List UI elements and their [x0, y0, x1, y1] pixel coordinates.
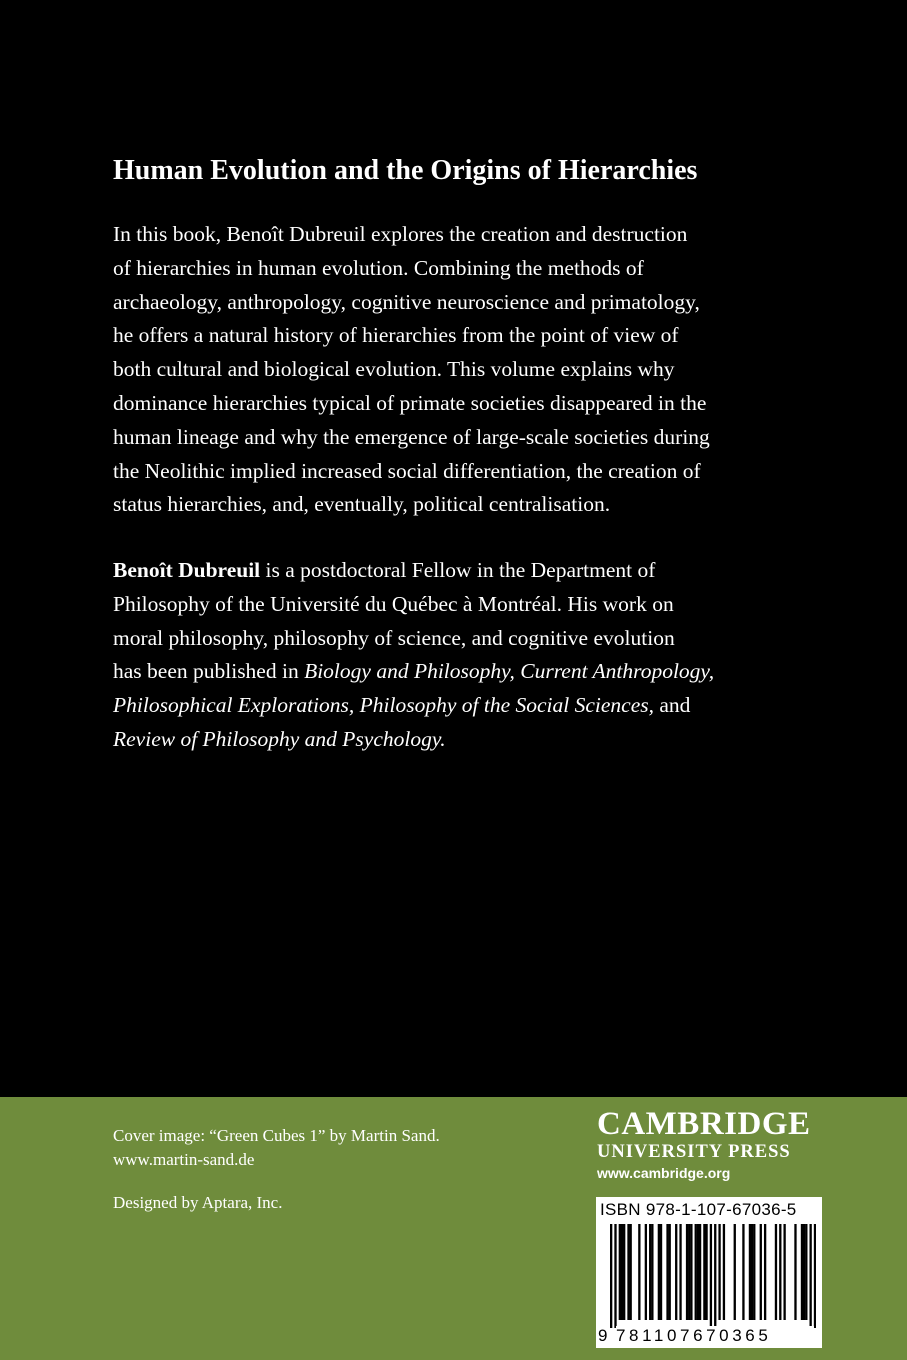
- barcode-bar: [705, 1224, 707, 1320]
- barcode-bar: [666, 1224, 668, 1320]
- barcode-bar: [809, 1224, 811, 1328]
- barcode-bar: [645, 1224, 647, 1320]
- barcode-bar: [794, 1224, 796, 1320]
- barcode-bar: [749, 1224, 751, 1320]
- barcode-bar: [764, 1224, 766, 1320]
- book-description: [113, 218, 813, 522]
- barcode-bar: [734, 1224, 736, 1320]
- description-line: status hierarchies, and, eventually, political centralisation.: [113, 492, 611, 517]
- description-line: dominance hierarchies typical of primate societies disappeared in the: [113, 390, 707, 415]
- barcode-bar: [638, 1224, 640, 1320]
- artist-website: www.martin-sand.de: [113, 1150, 255, 1169]
- barcode-bar: [753, 1224, 755, 1320]
- description-line: archaeology, anthropology, cognitive neuroscience and primatology,: [113, 289, 700, 314]
- barcode-bar: [627, 1224, 629, 1320]
- barcode-bar: [805, 1224, 807, 1320]
- ean-first-digit: 9: [598, 1326, 608, 1345]
- bio-text: has been published in: [113, 659, 305, 684]
- barcode-bar: [623, 1224, 625, 1320]
- description-line: of hierarchies in human evolution. Combining the methods of: [113, 255, 644, 280]
- barcode-bar: [751, 1224, 753, 1320]
- bio-line: [113, 723, 813, 757]
- bio-line: [113, 655, 813, 689]
- barcode-bar: [697, 1224, 699, 1320]
- barcode-bar: [783, 1224, 785, 1320]
- publisher-logo: [597, 1106, 837, 1183]
- journal-titles: Review of Philosophy and Psychology.: [113, 726, 446, 751]
- barcode-bar: [703, 1224, 705, 1320]
- barcode-bar: [779, 1224, 781, 1320]
- ean-digits: 781107670365: [616, 1326, 814, 1346]
- barcode-bar: [669, 1224, 671, 1320]
- publisher-name: CAMBRIDGE: [597, 1106, 811, 1142]
- barcode-bar: [688, 1224, 690, 1320]
- bio-line: [113, 689, 813, 723]
- barcode-bar: [679, 1224, 681, 1320]
- barcode-bar: [651, 1224, 653, 1320]
- bio-line: moral philosophy, philosophy of science, and cognitive evolution: [113, 625, 675, 650]
- barcode-bar: [775, 1224, 777, 1320]
- barcode-bar: [699, 1224, 701, 1320]
- publisher-url: www.cambridge.org: [597, 1165, 731, 1181]
- barcode-bar: [760, 1224, 762, 1320]
- barcode-bar: [718, 1224, 720, 1320]
- designer-credit: Designed by Aptara, Inc.: [113, 1193, 283, 1212]
- description-line: human lineage and why the emergence of large-scale societies during: [113, 424, 710, 449]
- isbn-label: ISBN 978-1-107-67036-5: [600, 1200, 797, 1219]
- barcode-bar: [621, 1224, 623, 1320]
- barcode-bar: [695, 1224, 697, 1320]
- barcode-bar: [610, 1224, 612, 1328]
- barcode-bar: [801, 1224, 803, 1320]
- barcode-bar: [686, 1224, 688, 1320]
- description-line: In this book, Benoît Dubreuil explores the creation and destruction: [113, 222, 688, 246]
- barcode-bar: [619, 1224, 621, 1320]
- barcode-bar: [614, 1224, 616, 1328]
- bio-text: and: [654, 693, 691, 718]
- barcode-bar: [649, 1224, 651, 1320]
- barcode-bar: [675, 1224, 677, 1320]
- barcode-bar: [710, 1224, 712, 1328]
- book-title: Human Evolution and the Origins of Hierarchies: [113, 155, 698, 186]
- author-bio: [113, 554, 813, 757]
- barcode-bars: [610, 1224, 816, 1328]
- cover-image-credit: Cover image: “Green Cubes 1” by Martin Sand.: [113, 1126, 440, 1145]
- journal-titles: Philosophical Explorations, Philosophy of the Social Sciences,: [113, 693, 654, 718]
- bio-line: Philosophy of the Université du Québec à Montréal. His work on: [113, 591, 674, 616]
- description-line: both cultural and biological evolution. This volume explains why: [113, 357, 675, 382]
- publisher-press: UNIVERSITY PRESS: [597, 1142, 791, 1162]
- barcode-bar: [630, 1224, 632, 1320]
- journal-titles: Biology and Philosophy, Current Anthropology,: [304, 659, 715, 684]
- barcode-bar: [658, 1224, 660, 1320]
- barcode-bar: [814, 1224, 816, 1328]
- description-line: he offers a natural history of hierarchies from the point of view of: [113, 323, 679, 348]
- barcode-bar: [714, 1224, 716, 1328]
- barcode-bar: [660, 1224, 662, 1320]
- barcode-bar: [723, 1224, 725, 1320]
- barcode-bar: [803, 1224, 805, 1320]
- bio-text: is a postdoctoral Fellow in the Department of: [260, 558, 656, 582]
- author-name: Benoît Dubreuil: [113, 558, 261, 582]
- barcode-bar: [690, 1224, 692, 1320]
- bio-line: [113, 554, 813, 588]
- barcode-bar: [742, 1224, 744, 1320]
- isbn-barcode: [596, 1197, 822, 1348]
- description-line: the Neolithic implied increased social differentiation, the creation of: [113, 458, 701, 483]
